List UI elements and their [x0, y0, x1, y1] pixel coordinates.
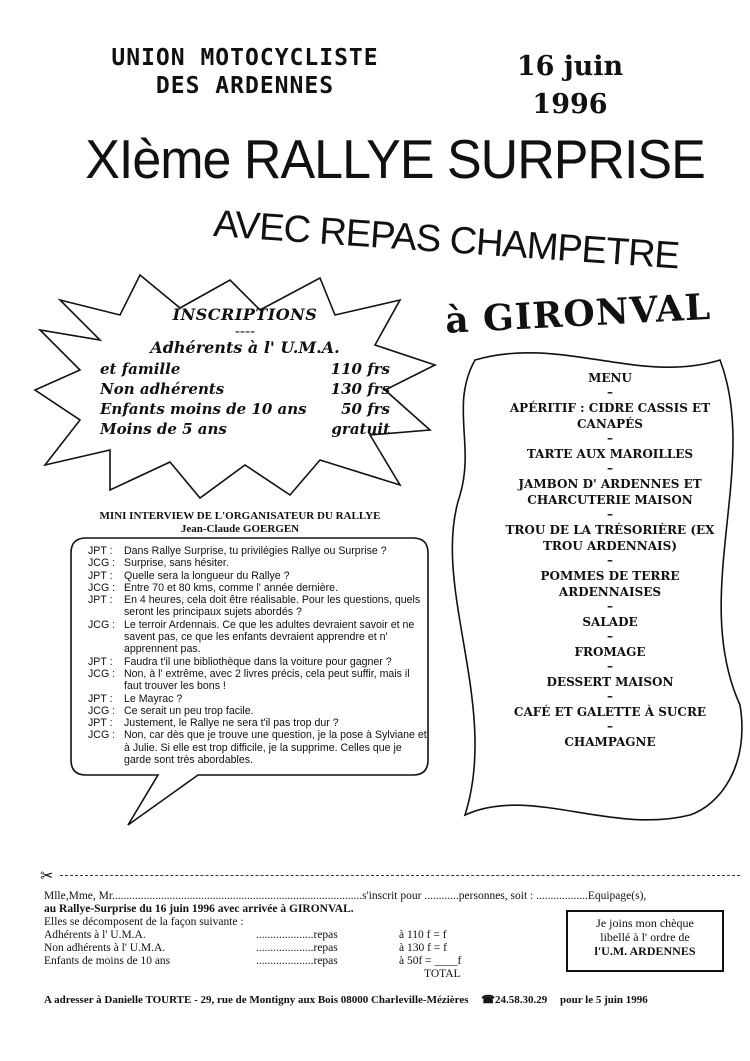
page-title: XIème RALLYE SURPRISE	[85, 129, 705, 191]
inscriptions-members: Adhérents à l' U.M.A.	[150, 338, 340, 357]
cut-line	[60, 875, 740, 876]
interview-heading: MINI INTERVIEW DE L'ORGANISATEUR DU RALLYE Jean-Claude GOERGEN	[90, 510, 390, 536]
postal-address: A adresser à Danielle TOURTE - 29, rue de Montigny aux Bois 08000 Charleville-Mézières	[44, 994, 469, 1006]
inscriptions-heading: INSCRIPTIONS	[172, 305, 318, 324]
scissors-icon: ✂	[40, 868, 54, 885]
dialog-line: JPT : Le Mayrac ?	[88, 692, 183, 705]
dialog-line: JCG : Surprise, sans hésiter.	[88, 557, 229, 570]
dialog-line: JPT : Faudra t'il une bibliothèque dans la voiture pour gagner ?	[88, 655, 392, 668]
price-row: Non adhérents 130 frs	[100, 380, 390, 398]
form-line-breakdown: Elles se décomposent de la façon suivante :	[44, 916, 244, 928]
location-title: à GIRONVAL	[444, 285, 712, 342]
club-name-line2: DES ARDENNES	[155, 73, 335, 99]
menu-item: DESSERT MAISON	[546, 675, 674, 689]
phone-number: ☎24.58.30.29	[481, 994, 548, 1006]
menu-item: CHAMPAGNE	[564, 735, 656, 749]
cheque-line1: Je joins mon chèque	[596, 916, 694, 930]
price-row: et famille 110 frs	[100, 360, 390, 378]
dialog-line: JPT : En 4 heures, cela doit être réalisable. Pour les questions, quels seront les principaux sujets abordés ?	[88, 594, 421, 619]
form-row[interactable]: Adhérents à l' U.M.A. ....................repas à 110 f = f	[44, 929, 447, 941]
club-name-line1: UNION MOTOCYCLISTE	[111, 45, 379, 71]
event-date-day: 16 juin	[516, 51, 624, 82]
cheque-line2: libellé à l' ordre de	[600, 930, 690, 944]
menu-item: POMMES DE TERRE ARDENNAISES	[540, 569, 680, 599]
deadline: pour le 5 juin 1996	[559, 994, 648, 1006]
dialog-line: JPT : Justement, le Rallye ne sera t'il pas trop dur ?	[88, 717, 339, 730]
inscriptions-dash: ----	[234, 322, 256, 340]
dialog-line: JCG : Le terroir Ardennais. Ce que les adultes devraient savoir et ne savent pas, ce que les enfants devraient apprendre et n' apprennent pas.	[88, 618, 415, 656]
dialog-line: JPT : Dans Rallye Surprise, tu privilégies Rallye ou Surprise ?	[88, 545, 387, 557]
menu-item: SALADE	[582, 615, 638, 629]
menu-title: MENU	[588, 371, 632, 385]
cheque-box	[566, 910, 724, 972]
dialog-line: JCG : Entre 70 et 80 kms, comme l' année dernière.	[88, 581, 339, 594]
form-row[interactable]: Non adhérents à l' U.M.A. ....................repas à 130 f = f	[44, 942, 447, 954]
form-row[interactable]: Enfants de moins de 10 ans ....................repas à 50f = ____f	[44, 955, 462, 967]
dialog-line: JCG : Non, car dès que je trouve une question, je la pose à Sylviane et à Julie. Si elle est trop difficile, je la supprime. Celles que je garde sont très abordables.	[88, 729, 427, 767]
event-date	[510, 48, 630, 124]
form-total: TOTAL	[424, 968, 461, 980]
cheque-line3: l'U.M. ARDENNES	[594, 944, 696, 958]
menu-item: TROU DE LA TRÉSORIÈRE (EX TROU ARDENNAIS)	[505, 523, 715, 553]
menu-item: CAFÉ ET GALETTE À SUCRE	[513, 705, 707, 719]
price-row: Enfants moins de 10 ans 50 frs	[100, 400, 390, 418]
dialog-line: JPT : Quelle sera la longueur du Rallye ?	[88, 569, 290, 582]
menu-list: MENU – APÉRITIF : CIDRE CASSIS ET CANAPÉS – TARTE AUX MAROILLES – JAMBON D' ARDENNES ET CHARCUTERIE MAISON – TROU DE LA TRÉSORIÈRE (EX TROU ARDENNAIS) – POMMES DE TERRE ARDENNAISES – SALADE – FROMAGE – DESSERT MAISON – CAFÉ ET GALETTE À SUCRE – CHAMPAGNE	[490, 370, 730, 750]
address-line	[44, 993, 744, 1006]
dialog-line: JCG : Ce serait un peu trop facile.	[88, 704, 254, 717]
menu-item: APÉRITIF : CIDRE CASSIS ET CANAPÉS	[509, 401, 711, 431]
club-name	[100, 44, 390, 100]
form-line-name[interactable]: Mlle,Mme, Mr.......................................................................................s'inscrit pour ............personnes, soit : ..................Equipage(s),	[44, 890, 647, 902]
price-row: Moins de 5 ans gratuit	[100, 420, 390, 438]
form-line-event: au Rallye-Surprise du 16 juin 1996 avec arrivée à GIRONVAL.	[44, 903, 354, 915]
menu-item: TARTE AUX MAROILLES	[526, 447, 694, 461]
interview-dialog	[88, 545, 428, 766]
menu-item: FROMAGE	[574, 645, 646, 659]
inscriptions-box	[100, 305, 390, 439]
event-date-year: 1996	[532, 89, 608, 120]
menu-item: JAMBON D' ARDENNES ET CHARCUTERIE MAISON	[518, 477, 702, 507]
dialog-line: JCG : Non, à l' extrême, avec 2 livres précis, cela peut suffir, mais il faut trouver les bons !	[88, 667, 410, 693]
interview-organizer: Jean-Claude GOERGEN	[180, 523, 300, 535]
page-subtitle: AVEC REPAS CHAMPETRE	[212, 203, 681, 278]
